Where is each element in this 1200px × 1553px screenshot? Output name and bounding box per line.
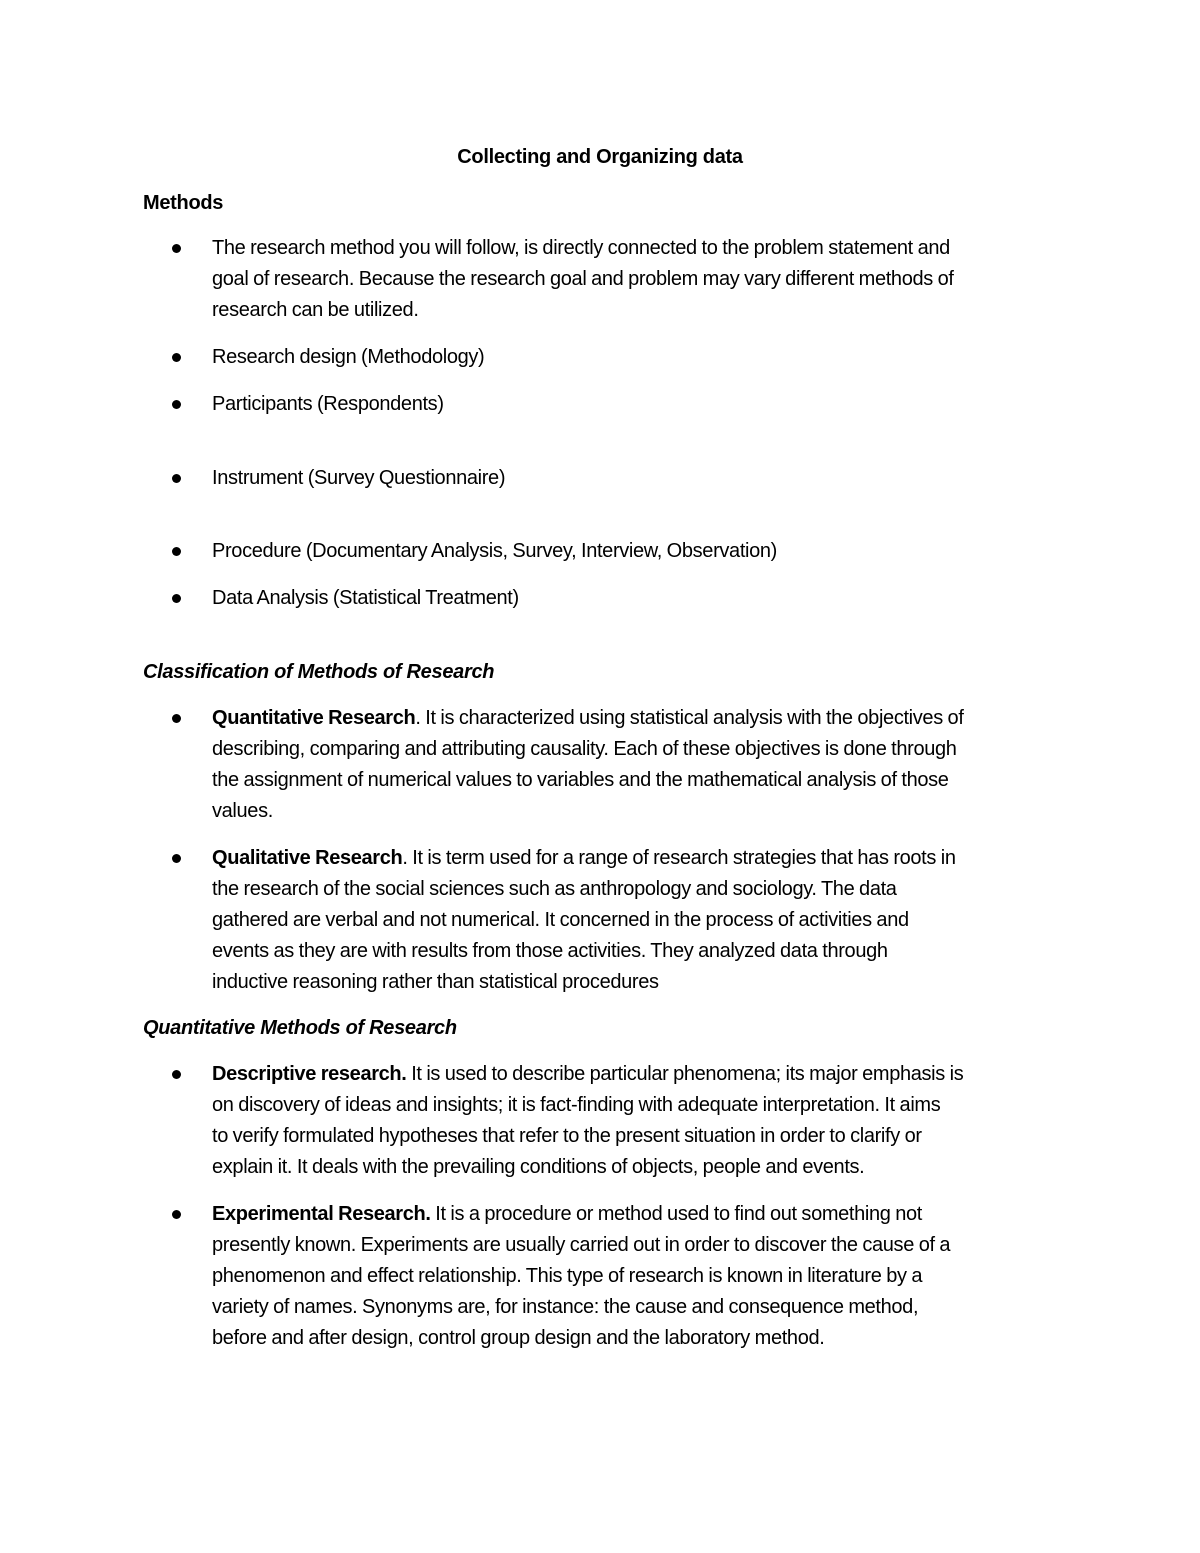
list-item: Data Analysis (Statistical Treatment) — [212, 587, 519, 609]
bullet-icon — [172, 400, 181, 409]
bullet-icon — [172, 1070, 181, 1079]
bullet-icon — [172, 547, 181, 556]
list-item: Research design (Methodology) — [212, 346, 485, 368]
term-label: Quantitative Research — [212, 707, 416, 729]
bullet-icon — [172, 353, 181, 362]
section-heading-methods: Methods — [143, 192, 224, 214]
list-item-quantitative: Quantitative Research. It is characterized using statistical analysis with the objectives of describing, comparing and attributing causality. Each of these objectives is done through the assignment of numerical values to variables and the mathematical analysis of those values. — [212, 707, 964, 822]
bullet-icon — [172, 854, 181, 863]
bullet-icon — [172, 594, 181, 603]
section-heading-classification: Classification of Methods of Research — [143, 661, 495, 683]
list-item: The research method you will follow, is directly connected to the problem statement and goal of research. Because the research goal and problem may vary different methods of research can be utilized. — [212, 237, 954, 321]
list-item: Participants (Respondents) — [212, 393, 444, 415]
list-item-experimental: Experimental Research. It is a procedure or method used to find out something not presently known. Experiments are usually carried out in order to discover the cause of a phenomenon and effect relationship. This type of research is known in literature by a variety of names. Synonyms are, for instance: the cause and consequence method, before and after design, control group design and the laboratory method. — [212, 1203, 951, 1349]
bullet-icon — [172, 1210, 181, 1219]
term-label: Qualitative Research — [212, 847, 403, 869]
bullet-icon — [172, 714, 181, 723]
term-label: Descriptive research. — [212, 1063, 407, 1085]
list-item: Procedure (Documentary Analysis, Survey, Interview, Observation) — [212, 540, 777, 562]
bullet-icon — [172, 474, 181, 483]
list-item-descriptive: Descriptive research. It is used to describe particular phenomena; its major emphasis is on discovery of ideas and insights; it is fact-finding with adequate interpretation. It aims to verify formulated hypotheses that refer to the present situation in order to clarify or explain it. It deals with the prevailing conditions of objects, people and events. — [212, 1063, 964, 1178]
document-title: Collecting and Organizing data — [457, 146, 743, 168]
bullet-icon — [172, 244, 181, 253]
section-heading-quantitative-methods: Quantitative Methods of Research — [143, 1017, 457, 1039]
list-item-qualitative: Qualitative Research. It is term used for a range of research strategies that has roots in the research of the social sciences such as anthropology and sociology. The data gathered are verbal and not numerical. It concerned in the process of activities and events as they are with results from those activities. They analyzed data through inductive reasoning rather than statistical procedures — [212, 847, 956, 993]
list-item: Instrument (Survey Questionnaire) — [212, 467, 506, 489]
term-label: Experimental Research. — [212, 1203, 431, 1225]
